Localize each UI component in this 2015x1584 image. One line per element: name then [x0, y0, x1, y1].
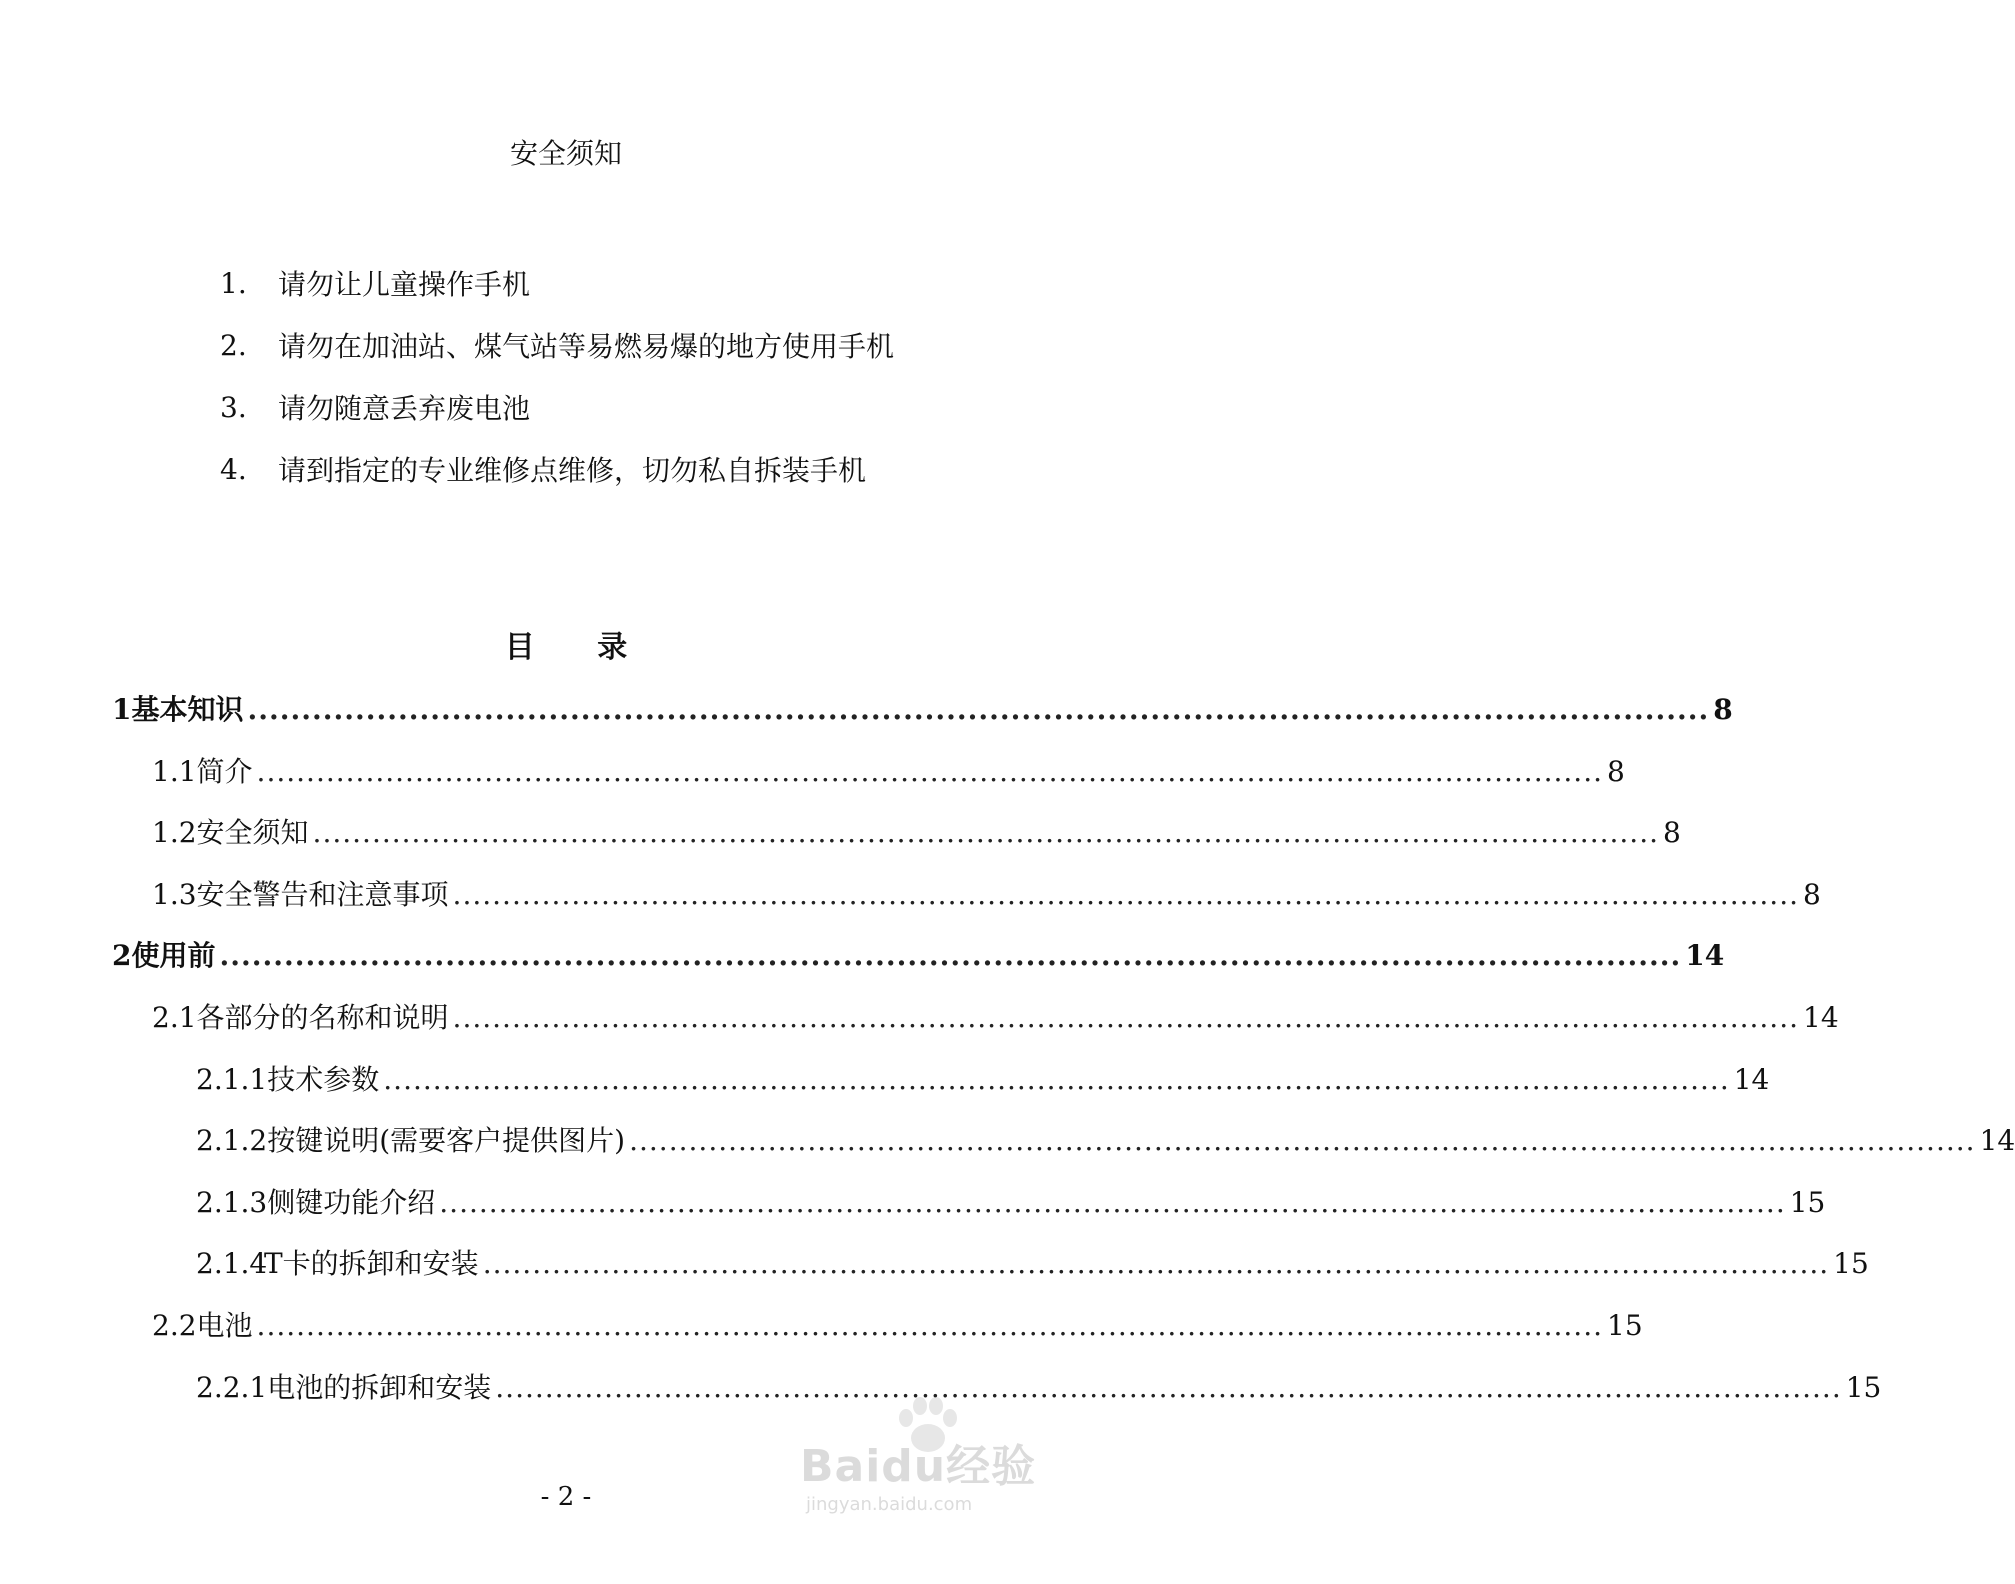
toc-entry[interactable] [0, 1046, 1770, 1108]
toc-entry-page: 8 [1607, 754, 1625, 788]
safety-item-number: 2. [220, 328, 247, 362]
toc-entry-page: 8 [1803, 877, 1821, 911]
safety-item [220, 252, 894, 314]
toc-entry-number: 2 [112, 939, 132, 973]
toc-entry-title: 安全警告和注意事项 [196, 877, 449, 911]
toc-entry[interactable] [0, 861, 1821, 923]
toc-entry-title: 各部分的名称和说明 [196, 1000, 449, 1034]
safety-item-text: 请勿让儿童操作手机 [278, 268, 531, 301]
toc-entry-number: 1.2 [152, 816, 197, 850]
toc-entry[interactable] [0, 738, 1625, 800]
toc-leader-dots: ........................................................................................................................................ [312, 816, 1659, 850]
toc-entry-title: 电池 [196, 1308, 253, 1342]
toc-entry-page: 14 [1733, 1062, 1770, 1096]
toc-entry-page: 15 [1789, 1185, 1826, 1219]
toc-entry[interactable] [0, 1230, 1869, 1292]
toc-entry-number: 2.1 [152, 1000, 197, 1034]
toc-entry-title: 按键说明(需要客户提供图片) [267, 1124, 626, 1158]
toc-entry-number: 2.2 [152, 1308, 197, 1342]
toc-entry-page: 15 [1845, 1370, 1882, 1404]
toc-leader-dots: ........................................................................................................................................ [256, 754, 1603, 788]
toc-entry-title: 基本知识 [131, 693, 244, 726]
toc-entry-page: 8 [1713, 693, 1733, 726]
toc-leader-dots: ........................................................................................................................................ [383, 1062, 1730, 1096]
toc-title: 目 录 [504, 630, 654, 665]
safety-item [220, 376, 894, 438]
page-number: - 2 - [540, 1482, 592, 1512]
toc-entry[interactable] [0, 799, 1681, 861]
toc-leader-dots: ........................................................................................................................................ [452, 877, 1799, 911]
toc-entry-title: 安全须知 [196, 816, 309, 850]
safety-item-text: 请勿在加油站、煤气站等易燃易爆的地方使用手机 [278, 330, 895, 363]
safety-notice-list [220, 252, 894, 500]
toc-entry-number: 2.1.1 [196, 1062, 268, 1096]
toc-leader-dots: ........................................................................................................................................ [439, 1185, 1786, 1219]
toc-leader-dots: ........................................................................................................................................ [247, 693, 1710, 726]
table-of-contents [0, 676, 2015, 1415]
toc-entry[interactable] [0, 922, 1725, 984]
toc-entry-number: 1 [112, 693, 132, 726]
toc-entry-title: T卡的拆卸和安装 [264, 1247, 479, 1281]
toc-leader-dots: ........................................................................................................................................ [452, 1000, 1799, 1034]
toc-entry-number: 2.2.1 [196, 1370, 268, 1404]
watermark-url: jingyan.baidu.com [806, 1494, 973, 1515]
toc-entry[interactable] [0, 984, 1839, 1046]
toc-entry[interactable] [0, 1292, 1643, 1354]
toc-entry-number: 1.3 [152, 877, 197, 911]
safety-item-number: 4. [220, 452, 247, 486]
safety-item [220, 314, 894, 376]
toc-entry-page: 15 [1833, 1247, 1869, 1281]
toc-entry[interactable] [0, 1169, 1826, 1231]
toc-entry-page: 14 [1685, 939, 1725, 973]
toc-entry-number: 1.1 [152, 754, 197, 788]
toc-entry-title: 使用前 [131, 939, 216, 973]
watermark-brand: Baidu经验 [800, 1441, 1037, 1492]
toc-leader-dots: ........................................................................................................................................ [482, 1247, 1830, 1281]
toc-entry[interactable] [0, 1107, 2015, 1169]
toc-entry-title: 电池的拆卸和安装 [267, 1370, 492, 1404]
toc-leader-dots: ........................................................................................................................................ [495, 1370, 1842, 1404]
toc-entry-page: 14 [1803, 1000, 1839, 1034]
safety-notice-title: 安全须知 [509, 137, 622, 170]
toc-entry-title: 侧键功能介绍 [267, 1185, 436, 1219]
toc-leader-dots: ........................................................................................................................................ [256, 1308, 1603, 1342]
toc-entry-number: 2.1.2 [196, 1124, 268, 1158]
toc-entry-title: 简介 [196, 754, 253, 788]
toc-entry-number: 2.1.4 [196, 1247, 268, 1281]
toc-entry-page: 14 [1979, 1124, 2015, 1158]
safety-item [220, 438, 894, 500]
toc-leader-dots: ........................................................................................................................................ [219, 939, 1682, 973]
toc-entry-page: 15 [1607, 1308, 1643, 1342]
toc-entry-number: 2.1.3 [196, 1185, 268, 1219]
safety-item-text: 请到指定的专业维修点维修，切勿私自拆装手机 [278, 454, 867, 487]
safety-item-text: 请勿随意丢弃废电池 [278, 392, 531, 425]
toc-entry-page: 8 [1663, 816, 1681, 850]
toc-leader-dots: ........................................................................................................................................ [629, 1124, 1976, 1158]
safety-item-number: 1. [220, 266, 247, 300]
safety-item-number: 3. [220, 390, 247, 424]
toc-entry-title: 技术参数 [267, 1062, 380, 1096]
toc-entry[interactable] [0, 676, 1733, 738]
